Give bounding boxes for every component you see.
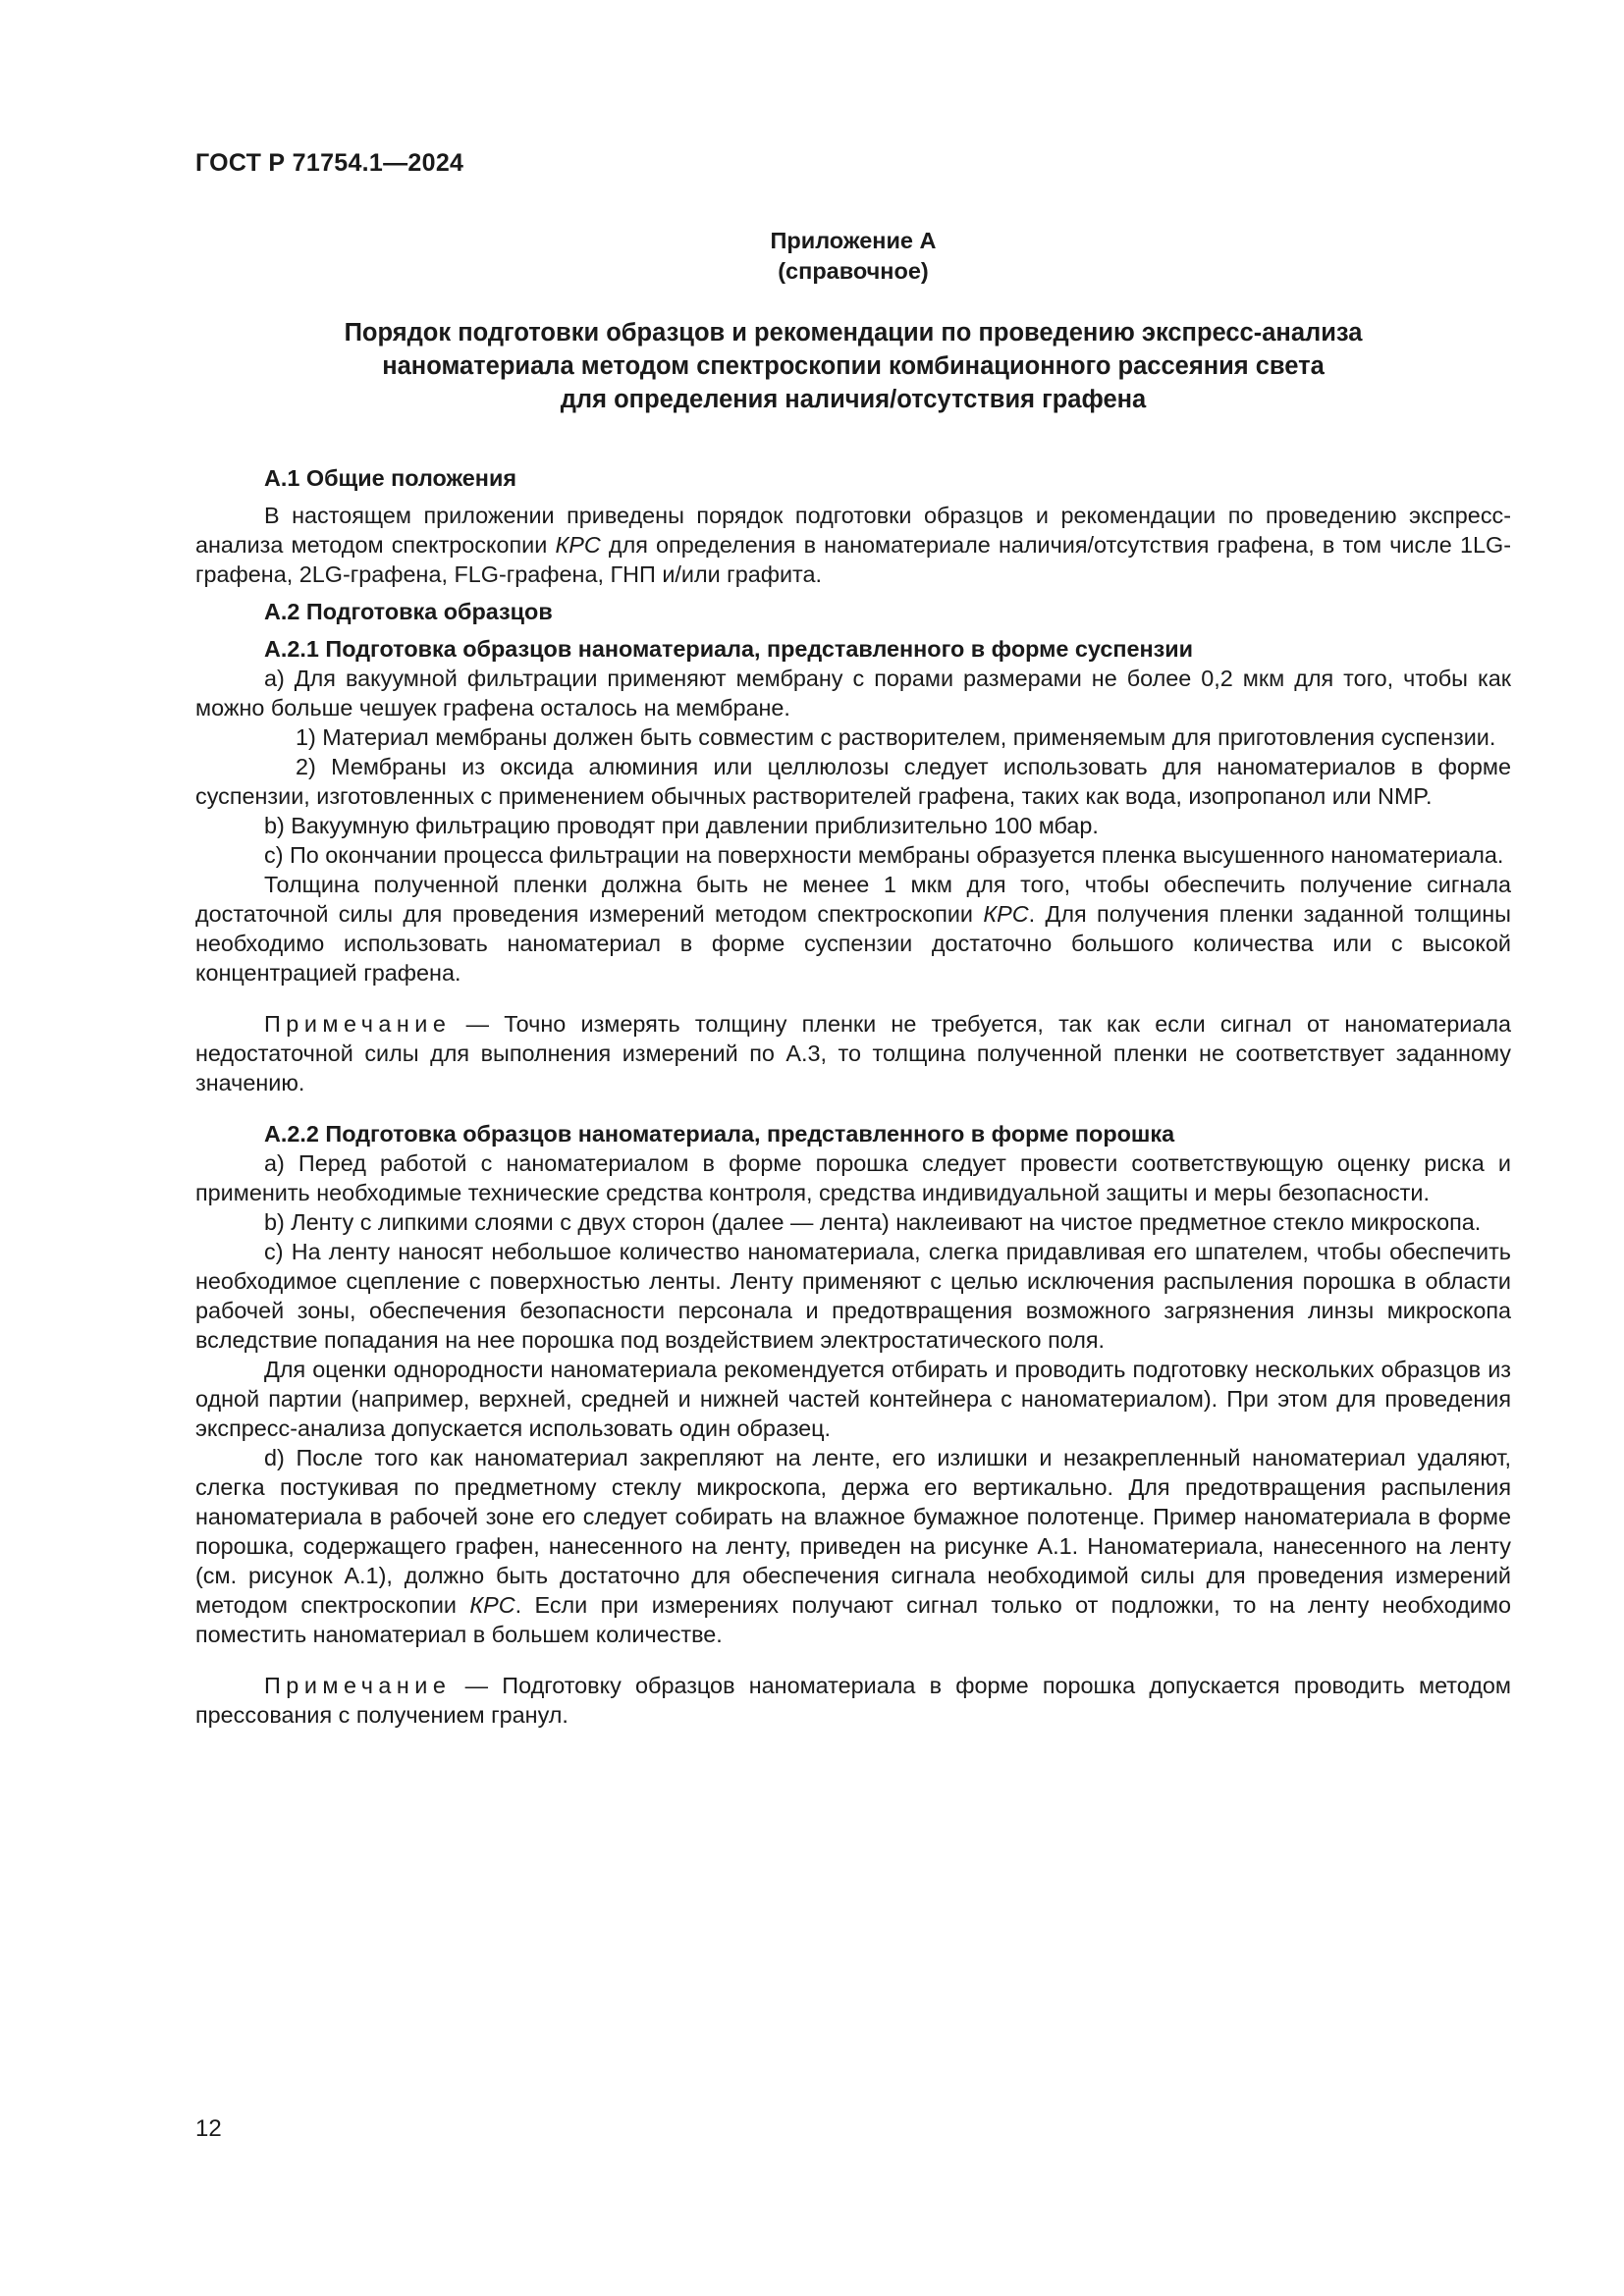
annex-heading — [195, 226, 1511, 287]
title-line-2: наноматериала методом спектроскопии комбинационного рассеяния света — [382, 352, 1325, 380]
a22-item-b: b) Ленту с липкими слоями с двух сторон (далее — лента) наклеивают на чистое предметное стекло микроскопа. — [264, 1209, 1482, 1235]
a22-item-a: а) Перед работой с наноматериалом в форме порошка следует провести соответствующую оценку риска и применить необходимые технические средства контроля, средства индивидуальной защиты и меры безопасности. — [195, 1150, 1511, 1205]
page-number: 12 — [195, 2115, 222, 2142]
a22-homogeneity-paragraph: Для оценки однородности наноматериала рекомендуется отбирать и проводить подготовку нескольких образцов из одной партии (например, верхней, средней и нижней частей контейнера с наноматериалом). При этом для проведения экспресс-анализа допускается использовать один образец. — [195, 1357, 1511, 1441]
annex-type: (справочное) — [778, 258, 929, 284]
title-line-3: для определения наличия/отсутствия графена — [560, 386, 1147, 413]
a21-subitem-1: 1) Материал мембраны должен быть совместим с растворителем, применяемым для приготовления суспензии. — [296, 724, 1496, 750]
section-a1-paragraph: В настоящем приложении приведены порядок подготовки образцов и рекомендации по проведению экспресс-анализа методом спектроскопии КРС для определения в наноматериале наличия/отсутствия графена, в том числе 1LG-графена, 2LG-графена, FLG-графена, ГНП и/или графита. — [195, 503, 1511, 587]
a21-note: Примечание — Точно измерять толщину пленки не требуется, так как если сигнал от наноматериала недостаточной силы для выполнения измерений по А.3, то толщина полученной пленки не соответствует заданному значению. — [195, 1011, 1511, 1095]
a21-item-b: b) Вакуумную фильтрацию проводят при давлении приблизительно 100 мбар. — [264, 813, 1099, 838]
krs-abbrev: КРС — [983, 901, 1029, 927]
document-header: ГОСТ Р 71754.1—2024 — [195, 149, 464, 177]
section-a21-heading: А.2.1 Подготовка образцов наноматериала, представленного в форме суспензии — [264, 636, 1193, 662]
a21-subitem-2: 2) Мембраны из оксида алюминия или целлюлозы следует использовать для наноматериалов в форме суспензии, изготовленных с применением обычных растворителей графена, таких как вода, изопропанол или NMP. — [195, 754, 1511, 809]
annex-title — [195, 316, 1511, 416]
a21-item-a: а) Для вакуумной фильтрации применяют мембрану с порами размерами не более 0,2 мкм для того, чтобы как можно больше чешуек графена осталось на мембране. — [195, 666, 1511, 721]
krs-abbrev: КРС — [555, 532, 601, 558]
document-body — [195, 463, 1511, 1730]
a22-note: Примечание — Подготовку образцов наноматериала в форме порошка допускается проводить методом прессования с получением гранул. — [195, 1673, 1511, 1728]
a22-item-d: d) После того как наноматериал закрепляют на ленте, его излишки и незакрепленный наноматериал удаляют, слегка постукивая по предметному стеклу микроскопа, держа его вертикально. Для предотвращения распыления наноматериала в рабочей зоне его следует собирать на влажное бумажное полотенце. Пример наноматериала в форме порошка, содержащего графен, нанесенного на ленту, приведен на рисунке А.1. Наноматериала, нанесенного на ленту (см. рисунок А.1), должно быть достаточно для обеспечения сигнала необходимой силы для проведения измерений методом спектроскопии КРС. Если при измерениях получают сигнал только от подложки, то на ленту необходимо поместить наноматериал в большем количестве. — [195, 1445, 1511, 1647]
annex-label: Приложение А — [770, 228, 937, 253]
note-label: Примечание — [264, 1673, 452, 1698]
a21-item-c: с) По окончании процесса фильтрации на поверхности мембраны образуется пленка высушенного наноматериала. — [264, 842, 1504, 868]
title-line-1: Порядок подготовки образцов и рекомендации по проведению экспресс-анализа — [344, 319, 1363, 347]
section-a2-heading: А.2 Подготовка образцов — [264, 599, 553, 624]
a22-item-c: с) На ленту наносят небольшое количество наноматериала, слегка придавливая его шпателем, чтобы обеспечить необходимое сцепление с поверхностью ленты. Ленту применяют с целью исключения распыления порошка в области рабочей зоны, обеспечения безопасности персонала и предотвращения возможного загрязнения линзы микроскопа вследствие попадания на нее порошка под воздействием электростатического поля. — [195, 1239, 1511, 1353]
krs-abbrev: КРС — [469, 1592, 515, 1618]
a21-thickness-paragraph: Толщина полученной пленки должна быть не менее 1 мкм для того, чтобы обеспечить получение сигнала достаточной силы для проведения измерений методом спектроскопии КРС. Для получения пленки заданной толщины необходимо использовать наноматериал в форме суспензии достаточно большого количества или с высокой концентрацией графена. — [195, 872, 1511, 986]
note-label: Примечание — [264, 1011, 452, 1037]
section-a22-heading: А.2.2 Подготовка образцов наноматериала, представленного в форме порошка — [264, 1121, 1175, 1147]
section-a1-heading: А.1 Общие положения — [264, 465, 516, 491]
